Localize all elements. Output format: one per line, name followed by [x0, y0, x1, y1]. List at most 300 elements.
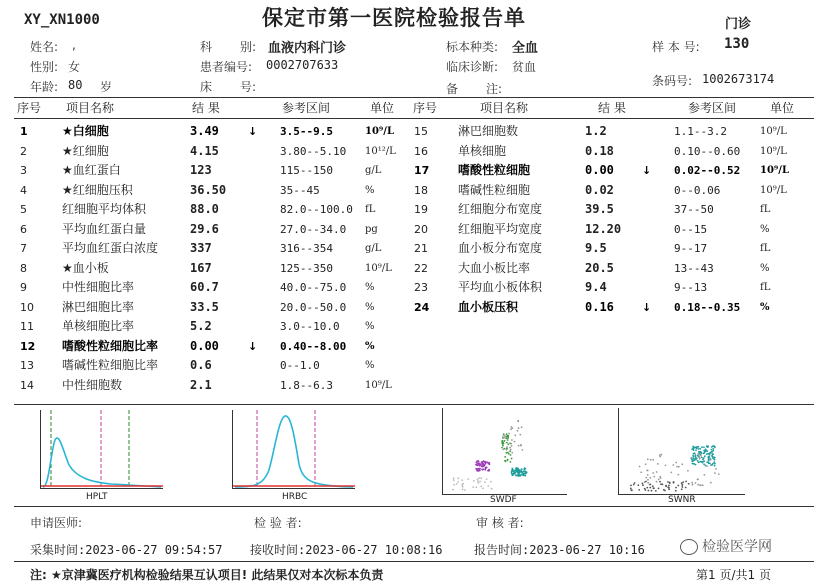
- row-unit: %: [760, 301, 770, 313]
- scatter-point: [710, 464, 712, 466]
- scatter-point: [504, 440, 506, 442]
- report-title: 保定市第一医院检验报告单: [262, 5, 526, 30]
- row-no: 11: [20, 320, 34, 333]
- scatter-point: [644, 488, 646, 490]
- col-ref-right: 参考区间: [688, 101, 737, 115]
- scatter-point: [482, 488, 484, 490]
- scatter-point: [642, 484, 644, 486]
- row-result: 123: [190, 163, 212, 177]
- scatter-point: [478, 463, 480, 465]
- watermark-text: 检验医学网: [702, 539, 772, 555]
- scatter-point: [653, 476, 655, 478]
- row-ref-range: 0--0.06: [674, 183, 721, 197]
- row-unit: %: [760, 223, 770, 235]
- scatter-point: [503, 437, 505, 439]
- collect-time: 采集时间:2023-06-27 09:54:57: [30, 543, 223, 557]
- header-rule-bottom: [14, 118, 814, 119]
- row-unit: %: [365, 360, 375, 371]
- scatter-point: [665, 465, 667, 467]
- scatter-point: [694, 447, 696, 449]
- scatter-point: [464, 489, 466, 491]
- row-unit: 10⁹/L: [760, 165, 789, 176]
- scatter-point: [479, 465, 481, 467]
- scatter-point: [510, 454, 512, 456]
- scatter-point: [699, 451, 701, 453]
- scatter-point: [659, 456, 661, 458]
- scatter-point: [714, 472, 716, 474]
- scatter-point: [515, 472, 517, 474]
- scatter-point: [511, 426, 513, 428]
- scatter-point: [682, 481, 684, 483]
- wnr-scatter-label: SWNR: [668, 495, 696, 505]
- scatter-point: [521, 426, 523, 428]
- scatter-point: [701, 456, 703, 458]
- row-result: 3.49: [190, 124, 219, 138]
- row-result: 29.6: [190, 221, 219, 236]
- scatter-point: [703, 453, 705, 455]
- table-rule-bottom: [14, 404, 814, 405]
- scatter-point: [453, 477, 455, 479]
- scatter-point: [505, 452, 507, 454]
- footer-rule-top: [14, 506, 814, 507]
- scatter-point: [713, 461, 715, 463]
- scatter-point: [475, 468, 477, 470]
- remark-label-b: 注:: [486, 82, 503, 96]
- scatter-point: [673, 482, 675, 484]
- scatter-point: [521, 449, 523, 451]
- sample-no-value: 130: [724, 36, 750, 52]
- scatter-point: [523, 470, 525, 472]
- row-ref-range: 3.0--10.0: [280, 320, 340, 333]
- sample-no-label: 样 本 号:: [652, 40, 700, 54]
- scatter-point: [668, 488, 670, 490]
- tester-label: 检 验 者:: [254, 516, 302, 530]
- row-result: 9.4: [585, 280, 607, 294]
- row-item-name: ★红细胞: [62, 143, 109, 158]
- scatter-point: [477, 479, 479, 481]
- scatter-point: [630, 489, 632, 491]
- scatter-point: [673, 464, 675, 466]
- scatter-point: [462, 486, 464, 488]
- table-row: [0, 376, 831, 395]
- scatter-point: [519, 471, 521, 473]
- row-unit: g/L: [365, 165, 382, 176]
- scatter-point: [473, 480, 475, 482]
- table-row: [0, 200, 831, 219]
- scatter-point: [630, 488, 632, 490]
- scatter-point: [508, 433, 510, 435]
- row-no: 12: [20, 339, 36, 353]
- footer-note: 注: ★京津冀医疗机构检验结果互认项目! 此结果仅对本次标本负责: [30, 568, 384, 582]
- scatter-point: [685, 481, 687, 483]
- patient-no-label: 患者编号:: [200, 60, 253, 74]
- row-ref-range: 115--150: [280, 164, 333, 177]
- row-no: 19: [414, 203, 428, 216]
- scatter-point: [504, 435, 506, 437]
- row-unit: pg: [365, 223, 378, 235]
- row-result: 167: [190, 260, 212, 275]
- scatter-point: [698, 462, 700, 464]
- scatter-point: [462, 483, 464, 485]
- scatter-point: [715, 468, 717, 470]
- scatter-point: [511, 452, 513, 454]
- row-item-name: 血小板压积: [458, 299, 519, 314]
- table-header: [0, 99, 831, 118]
- scatter-point: [702, 459, 704, 461]
- scatter-point: [653, 487, 655, 489]
- row-no: 24: [414, 300, 430, 314]
- scatter-point: [681, 488, 683, 490]
- scatter-point: [520, 470, 522, 472]
- scatter-point: [712, 450, 714, 452]
- col-item-right: 项目名称: [480, 101, 529, 115]
- row-unit: fL: [760, 204, 771, 215]
- scatter-point: [691, 482, 693, 484]
- table-row: [0, 298, 831, 317]
- col-unit-left: 单位: [370, 101, 395, 115]
- table-row: [0, 161, 831, 180]
- scatter-point: [502, 445, 504, 447]
- wdf-scatter-svg: [443, 408, 567, 494]
- scatter-point: [486, 462, 488, 464]
- scatter-point: [695, 449, 697, 451]
- scatter-point: [645, 477, 647, 479]
- scatter-point: [702, 462, 704, 464]
- row-ref-range: 0--15: [674, 222, 708, 236]
- scatter-point: [488, 469, 490, 471]
- page-indicator: 第1 页/共1 页: [696, 568, 771, 582]
- scatter-point: [461, 479, 463, 481]
- scatter-point: [502, 435, 504, 437]
- scatter-point: [518, 445, 520, 447]
- scatter-point: [462, 489, 464, 491]
- plt-histogram-label: HPLT: [86, 492, 108, 502]
- row-ref-range: 40.0--75.0: [280, 281, 347, 294]
- table-row: [0, 220, 831, 239]
- scatter-point: [523, 473, 525, 475]
- scatter-point: [708, 460, 710, 462]
- row-ref-range: 3.80--5.10: [280, 144, 347, 158]
- scatter-point: [681, 482, 683, 484]
- scatter-point: [517, 474, 519, 476]
- row-result: 20.5: [585, 260, 614, 275]
- row-item-name: 大血小板比率: [458, 260, 531, 275]
- row-no: 1: [20, 125, 28, 138]
- scatter-point: [713, 456, 715, 458]
- row-item-name: 中性细胞数: [62, 377, 123, 392]
- col-item-left: 项目名称: [66, 101, 115, 115]
- scatter-point: [638, 489, 640, 491]
- barcode-value: 1002673174: [702, 72, 775, 86]
- scatter-point: [476, 470, 478, 472]
- scatter-point: [524, 475, 526, 477]
- row-item-name: 嗜酸性粒细胞比率: [62, 338, 159, 353]
- scatter-point: [655, 490, 657, 492]
- scatter-point: [695, 464, 697, 466]
- scatter-point: [681, 463, 683, 465]
- scatter-point: [661, 454, 663, 456]
- row-result: 12.20: [585, 221, 622, 236]
- scatter-point: [703, 457, 705, 459]
- col-no-left: 序号: [17, 101, 42, 115]
- scatter-point: [506, 446, 508, 448]
- row-no: 21: [414, 242, 428, 255]
- scatter-point: [521, 468, 523, 470]
- scatter-point: [472, 486, 474, 488]
- scatter-point: [646, 487, 648, 489]
- row-no: 16: [414, 144, 428, 158]
- scatter-point: [709, 456, 711, 458]
- scatter-point: [477, 480, 479, 482]
- scatter-point: [652, 485, 654, 487]
- scatter-point: [711, 449, 713, 451]
- wechat-icon: [680, 539, 698, 555]
- row-item-name: 平均血红蛋白浓度: [62, 241, 159, 255]
- scatter-point: [676, 466, 678, 468]
- row-ref-range: 125--350: [280, 261, 333, 275]
- row-result: 5.2: [190, 319, 212, 333]
- scatter-point: [652, 459, 654, 461]
- scatter-point: [639, 466, 641, 468]
- row-ref-range: 13--43: [674, 261, 714, 275]
- row-ref-range: 0--1.0: [280, 359, 320, 372]
- row-flag: ↓: [642, 164, 652, 177]
- scatter-point: [517, 420, 519, 422]
- scatter-point: [647, 482, 649, 484]
- row-item-name: 红细胞平均体积: [62, 202, 147, 216]
- scatter-point: [476, 464, 478, 466]
- row-result: 0.00: [190, 338, 219, 353]
- scatter-point: [660, 483, 662, 485]
- barcode-label: 条码号:: [652, 74, 693, 88]
- scatter-point: [491, 488, 493, 490]
- scatter-point: [718, 473, 720, 475]
- scatter-point: [501, 447, 503, 449]
- scatter-point: [522, 475, 524, 477]
- scatter-point: [504, 460, 506, 462]
- instrument-id: XY_XN1000: [24, 12, 100, 28]
- row-item-name: 淋巴细胞数: [458, 124, 519, 138]
- row-item-name: 嗜酸性粒细胞: [458, 163, 531, 177]
- scatter-point: [696, 457, 698, 459]
- row-result: 0.6: [190, 358, 212, 372]
- remark-label-a: 备: [446, 82, 459, 96]
- row-unit: g/L: [365, 243, 382, 254]
- scatter-point: [509, 447, 511, 449]
- scatter-point: [504, 456, 506, 458]
- scatter-point: [484, 469, 486, 471]
- scatter-point: [678, 466, 680, 468]
- scatter-point: [479, 481, 481, 483]
- scatter-point: [714, 459, 716, 461]
- rbc-histogram-label: HRBC: [282, 492, 308, 502]
- row-no: 10: [20, 300, 34, 314]
- scatter-point: [633, 484, 635, 486]
- row-result: 337: [190, 241, 212, 255]
- table-row: [0, 142, 831, 161]
- scatter-point: [702, 484, 704, 486]
- scatter-point: [675, 490, 677, 492]
- col-result-left: 结 果: [192, 101, 220, 115]
- wdf-scatter: [442, 408, 567, 495]
- row-item-name: ★血红蛋白: [62, 163, 121, 177]
- scatter-point: [510, 429, 512, 431]
- scatter-point: [714, 465, 716, 467]
- col-ref-left: 参考区间: [282, 101, 331, 115]
- scatter-point: [649, 487, 651, 489]
- row-unit: 10¹²/L: [365, 145, 396, 157]
- scatter-point: [705, 448, 707, 450]
- scatter-point: [480, 477, 482, 479]
- report-time: 报告时间:2023-06-27 10:16: [474, 543, 645, 557]
- scatter-point: [648, 490, 650, 492]
- scatter-point: [706, 465, 708, 467]
- row-ref-range: 20.0--50.0: [280, 300, 347, 314]
- scatter-point: [510, 461, 512, 463]
- scatter-point: [506, 460, 508, 462]
- row-unit: 10⁹/L: [365, 379, 392, 391]
- scatter-point: [478, 468, 480, 470]
- scatter-point: [502, 449, 504, 451]
- row-ref-range: 35--45: [280, 183, 320, 197]
- scatter-point: [659, 481, 661, 483]
- scatter-point: [457, 477, 459, 479]
- header-rule-top: [14, 97, 814, 98]
- scatter-point: [694, 453, 696, 455]
- scatter-point: [667, 481, 669, 483]
- row-unit: 10⁹/L: [760, 126, 787, 137]
- row-no: 18: [414, 183, 428, 197]
- row-ref-range: 27.0--34.0: [280, 222, 347, 236]
- reviewer-label: 审 核 者:: [476, 516, 524, 530]
- row-unit: 10⁹/L: [365, 126, 394, 137]
- row-unit: 10⁹/L: [365, 262, 392, 274]
- dept-value: 血液内科门诊: [268, 41, 347, 56]
- row-no: 3: [20, 164, 27, 177]
- row-ref-range: 0.40--8.00: [280, 339, 347, 353]
- scatter-point: [659, 476, 661, 478]
- col-result-right: 结 果: [598, 101, 626, 115]
- row-unit: %: [365, 282, 375, 293]
- scatter-point: [668, 487, 670, 489]
- row-unit: %: [760, 262, 770, 274]
- table-row: [0, 278, 831, 297]
- scatter-point: [703, 460, 705, 462]
- row-item-name: ★红细胞压积: [62, 182, 133, 197]
- diagnosis-label: 临床诊断:: [446, 60, 499, 74]
- scatter-point: [480, 485, 482, 487]
- scatter-point: [512, 473, 514, 475]
- scatter-point: [690, 458, 692, 460]
- scatter-point: [707, 453, 709, 455]
- scatter-point: [511, 458, 513, 460]
- scatter-point: [703, 463, 705, 465]
- scatter-point: [645, 481, 647, 483]
- scatter-point: [699, 448, 701, 450]
- scatter-point: [526, 472, 528, 474]
- row-item-name: 单核细胞比率: [62, 319, 135, 333]
- scatter-point: [520, 445, 522, 447]
- scatter-point: [701, 446, 703, 448]
- scatter-point: [645, 463, 647, 465]
- row-no: 22: [414, 261, 428, 275]
- scatter-point: [482, 464, 484, 466]
- scatter-point: [514, 434, 516, 436]
- scatter-point: [697, 479, 699, 481]
- dept-label-a: 科: [200, 40, 213, 54]
- scatter-point: [518, 427, 520, 429]
- row-unit: fL: [760, 282, 771, 293]
- scatter-point: [650, 484, 652, 486]
- row-item-name: 中性细胞比率: [62, 280, 135, 294]
- scatter-point: [700, 454, 702, 456]
- scatter-point: [637, 484, 639, 486]
- wdf-scatter-label: SWDF: [490, 495, 517, 505]
- watermark: [676, 536, 776, 556]
- scatter-point: [658, 488, 660, 490]
- scatter-point: [685, 487, 687, 489]
- row-unit: %: [365, 184, 375, 196]
- rbc-histogram-svg: [233, 410, 355, 488]
- clinic-type: 门诊: [725, 17, 752, 32]
- scatter-point: [677, 474, 679, 476]
- scatter-point: [708, 462, 710, 464]
- col-no-right: 序号: [413, 101, 438, 115]
- row-unit: 10⁹/L: [760, 184, 787, 196]
- scatter-point: [502, 442, 504, 444]
- row-result: 0.18: [585, 143, 614, 158]
- scatter-point: [524, 467, 526, 469]
- row-result: 9.5: [585, 241, 607, 255]
- wnr-scatter: [618, 408, 745, 495]
- scatter-point: [506, 433, 508, 435]
- name-label: 姓名:: [30, 40, 59, 54]
- row-no: 20: [414, 222, 428, 236]
- scatter-point: [487, 485, 489, 487]
- row-item-name: ★白细胞: [62, 124, 109, 138]
- scatter-point: [630, 485, 632, 487]
- scatter-point: [647, 458, 649, 460]
- scatter-point: [485, 467, 487, 469]
- row-no: 13: [20, 359, 34, 372]
- scatter-point: [693, 458, 695, 460]
- scatter-point: [650, 459, 652, 461]
- scatter-point: [664, 490, 666, 492]
- row-result: 39.5: [585, 202, 614, 216]
- scatter-point: [692, 446, 694, 448]
- scatter-point: [647, 479, 649, 481]
- row-no: 5: [20, 203, 27, 216]
- scatter-point: [483, 468, 485, 470]
- scatter-point: [507, 444, 509, 446]
- scatter-point: [709, 452, 711, 454]
- scatter-point: [658, 479, 660, 481]
- scatter-point: [677, 485, 679, 487]
- scatter-point: [452, 489, 454, 491]
- scatter-point: [509, 450, 511, 452]
- gender-value: 女: [68, 60, 81, 74]
- scatter-point: [519, 434, 521, 436]
- scatter-point: [453, 484, 455, 486]
- scatter-point: [507, 435, 509, 437]
- scatter-point: [484, 481, 486, 483]
- scatter-point: [511, 445, 513, 447]
- scatter-point: [475, 486, 477, 488]
- row-flag: ↓: [248, 339, 258, 353]
- scatter-point: [634, 482, 636, 484]
- plt-histogram-svg: [41, 410, 163, 488]
- doctor-label: 申请医师:: [30, 516, 83, 530]
